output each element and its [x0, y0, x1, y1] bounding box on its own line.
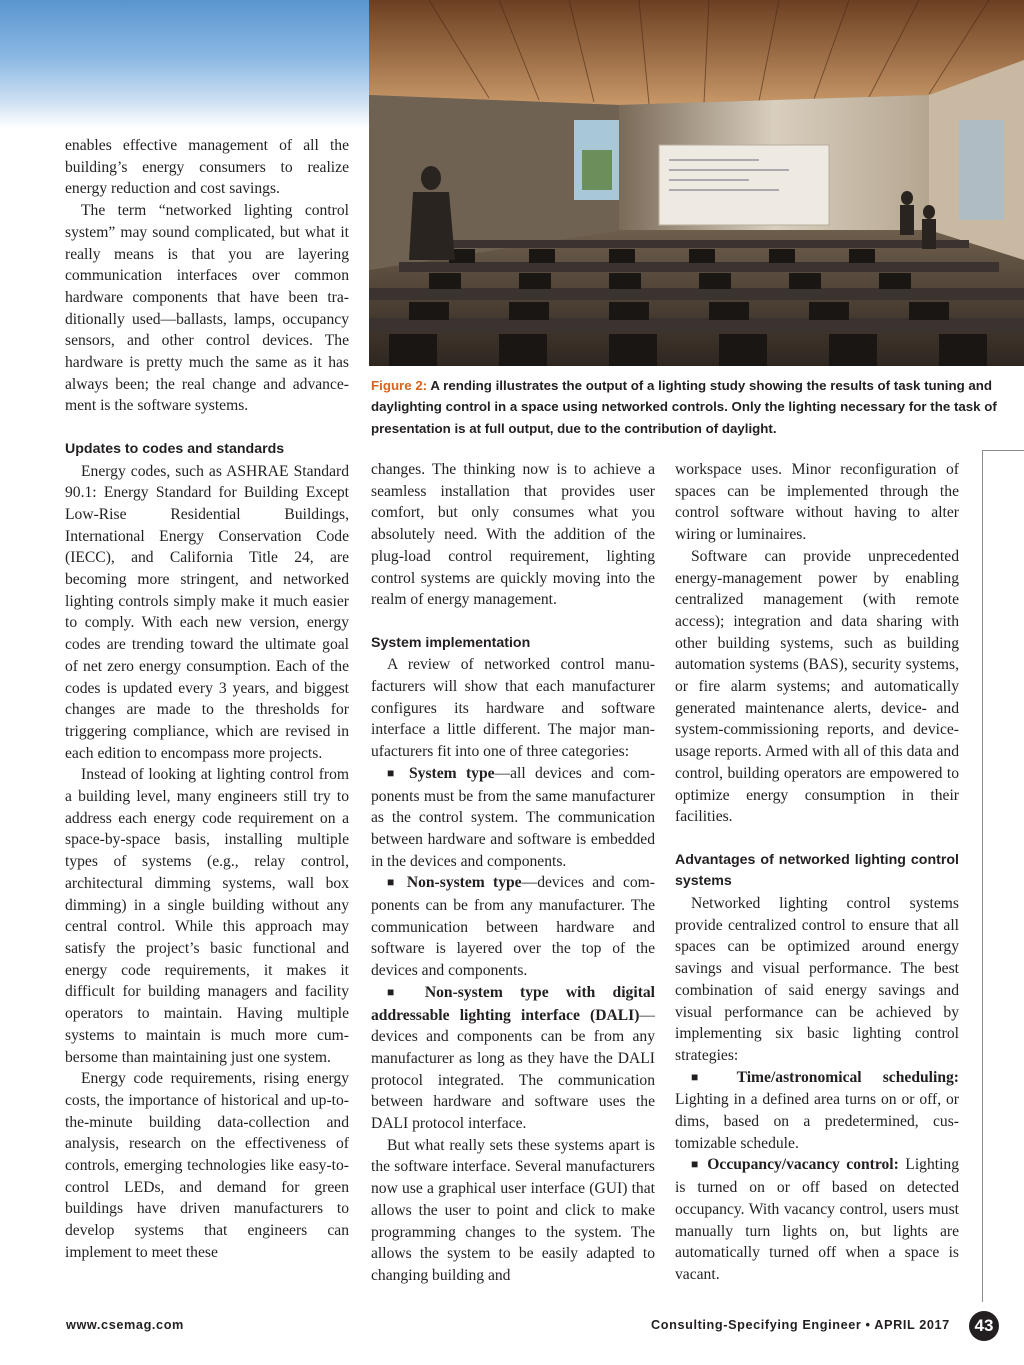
paragraph: But what really sets these systems apart is the software interface. Several manufacturers now use a graphical user interface (GUI) that allows the user to point and click to make programming changes to the system. The allows the system to be easily adapted to changing building and	[371, 1136, 655, 1284]
paragraph: workspace uses. Minor reconfiguration of spaces can be implemented through the control software without having to alter wiring or luminaires.	[675, 461, 959, 544]
paragraph: changes. The thinking now is to achieve a seamless installation that provides user comfort, but only consumes what you absolutely need. With the addition of the plug-load control requirement, lighting control systems are quickly moving into the realm of energy management.	[371, 461, 655, 609]
paragraph: A review of networked control manufacturers will show that each manufacturer configures its hardware and software interface a little different. The major manufacturers fit into one of three categories:	[371, 656, 655, 761]
bullet-text: —devices and components can be from any manufacturer as long as they have the DALI protocol integrated. The communication between hardware and software uses the DALI protocol interface.	[371, 1006, 655, 1133]
square-bullet-icon: ■	[387, 984, 408, 999]
article-column-3	[675, 459, 959, 1286]
bullet-text: —devices and components can be from any manufacturer. The communication between hardware and software is layered over the top of the devices and components.	[371, 874, 655, 980]
square-bullet-icon: ■	[387, 875, 399, 890]
footer-publication: Consulting-Specifying Engineer • APRIL 2017	[651, 1318, 950, 1332]
bullet-text: Lighting is turned on or off based on detected occupancy. With vacancy control, users must manually turn lights on, but lights are automatically turned off when a space is vacant.	[675, 1156, 959, 1283]
bullet-term: System type	[409, 764, 495, 782]
paragraph: enables effective management of all the building’s energy consumers to realize energy reduction and cost savings.	[65, 137, 349, 198]
decorative-blue-gradient	[0, 0, 369, 128]
paragraph: Software can provide unprecedented energy-management power by enabling centralized management (with remote access); integration and data sharing with other building systems, such as building automation systems (BAS), security systems, or fire alarm systems; and automatically generated maintenance alerts, device- and system-commissioning reports, and device-usage reports. Armed with all of this data and control, building operators are empowered to optimize energy consumption in their facilities.	[675, 547, 959, 826]
bullet-term: Time/astronomical scheduling:	[736, 1068, 959, 1086]
section-heading: System implementation	[371, 634, 531, 651]
bullet-item	[371, 763, 655, 873]
bullet-item	[371, 872, 655, 982]
bullet-item	[675, 1067, 959, 1155]
paragraph: The term “networked lighting control system” may sound complicated, but what it really means is that you are layering communication interfaces over common hardware components that have been traditionally used—ballasts, lamps, occupancy sensors, and other control devices. The hardware is pretty much the same as it has always been; the real change and advancement is the software systems.	[65, 202, 349, 415]
figure-caption	[371, 375, 999, 439]
section-heading: Advantages of networked lighting control systems	[675, 851, 959, 890]
page-number: 43	[969, 1311, 999, 1341]
bullet-term: Occupancy/vacancy control:	[707, 1156, 899, 1174]
column-divider	[982, 450, 983, 1302]
footer-website: www.csemag.com	[66, 1318, 184, 1332]
bullet-item	[675, 1154, 959, 1285]
bullet-item	[371, 982, 655, 1135]
column-divider-top	[982, 450, 1024, 451]
square-bullet-icon: ■	[387, 765, 400, 780]
bullet-term: Non-system type	[406, 874, 522, 892]
paragraph: Energy code requirements, rising energy costs, the importance of historical and up-to-the-minute building data-collection and analysis, research on the effectiveness of controls, emerging technologies like easy-to-control LEDs, and demand for green buildings have driven manufacturers to develop systems that engineers can implement to meet these	[65, 1070, 349, 1261]
paragraph: Instead of looking at lighting control from a building level, many engineers still try to address each energy code requirement on a space-by-space basis, installing multiple types of systems (e.g., relay control, architectural dimming systems, wall box dimming) in a single building without any central control. While this approach may satisfy the project’s basic functional and energy code requirements, it makes it difficult for building managers and facility operators to maintain. Having multiple systems to maintain is much more cumbersome than maintaining just one system.	[65, 766, 349, 1066]
bullet-term: Non-system type with digital addressable lighting interface (DALI)	[371, 983, 656, 1024]
article-column-1	[65, 135, 349, 1264]
figure-caption-text: A rending illustrates the output of a lighting study showing the results of task tuning and daylighting control in a space using networked controls. Only the lighting necessary for the task of presentation is at full output, due to the contribution of daylight.	[371, 378, 997, 436]
bullet-text: —all devices and components must be from the same manufacturer as the control system. The communication between hardware and software is embedded in the devices and components.	[371, 764, 656, 870]
figure-label: Figure 2:	[371, 378, 428, 393]
square-bullet-icon: ■	[691, 1157, 701, 1172]
bullet-text: Lighting in a defined area turns on or off, or dims, based on a predetermined, customizable schedule.	[675, 1091, 959, 1152]
paragraph: Energy codes, such as ASHRAE Standard 90.1: Energy Standard for Building Except Low-Rise Residential Buildings, International Energy Conservation Code (IECC), and California Title 24, are becoming more stringent, and networked lighting controls simply make it much easier to comply. With each new version, energy codes are trending toward the ultimate goal of net zero energy consumption. Each of the codes is updated every 3 years, and biggest changes are made to the thresholds for triggering compliance, which are revised in each edition to encompass more projects.	[65, 462, 349, 762]
square-bullet-icon: ■	[691, 1069, 716, 1084]
paragraph: Networked lighting control systems provide centralized control to ensure that all spaces can be optimized around energy savings and visual performance. The best combination of said energy savings and visual performance can be achieved by implementing six basic lighting control strategies:	[675, 895, 959, 1064]
section-heading: Updates to codes and standards	[65, 440, 285, 457]
article-column-2	[371, 459, 655, 1287]
classroom-lighting-rendering	[369, 0, 1024, 366]
